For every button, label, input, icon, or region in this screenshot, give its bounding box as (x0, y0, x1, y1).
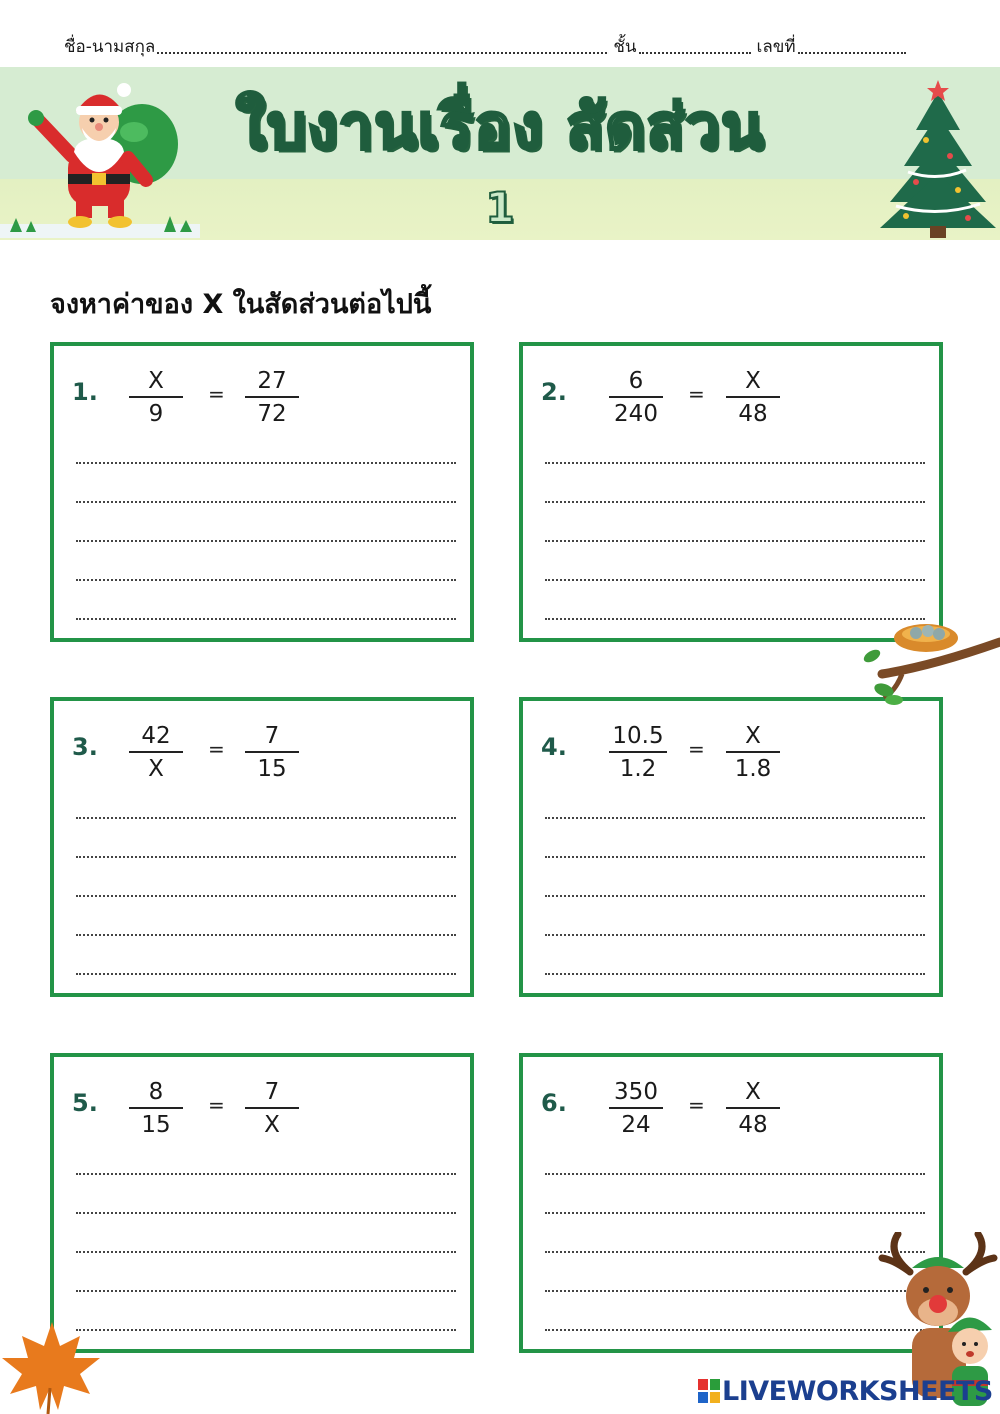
answer-line-3[interactable] (76, 1251, 456, 1253)
left-fraction (609, 721, 667, 783)
answer-line-1[interactable] (76, 462, 456, 464)
left-denominator: X (148, 756, 164, 782)
liveworksheets-logo-icon (698, 1379, 720, 1403)
answer-line-1[interactable] (545, 817, 925, 819)
left-numerator: 8 (129, 1077, 183, 1109)
answer-line-3[interactable] (545, 895, 925, 897)
equals-sign: = (208, 737, 225, 761)
right-denominator: X (264, 1112, 280, 1138)
name-label: ชื่อ-นามสกุล (64, 37, 156, 57)
right-fraction (726, 721, 780, 783)
answer-line-3[interactable] (76, 540, 456, 542)
maple-leaf-icon (0, 1318, 104, 1414)
problem-number: 4. (541, 733, 567, 761)
left-denominator: 24 (621, 1112, 651, 1138)
instruction-text: จงหาค่าของ X ในสัดส่วนต่อไปนี้ (50, 289, 432, 320)
number-field[interactable] (798, 48, 906, 54)
left-fraction (129, 366, 183, 428)
christmas-tree-icon (876, 78, 1000, 240)
right-fraction (726, 1077, 780, 1139)
left-fraction (129, 721, 183, 783)
right-numerator: X (726, 1077, 780, 1109)
problem-number: 6. (541, 1089, 567, 1117)
equals-sign: = (688, 1093, 705, 1117)
student-info-line (64, 30, 944, 60)
right-fraction (245, 366, 299, 428)
left-denominator: 240 (614, 401, 658, 427)
answer-line-3[interactable] (76, 895, 456, 897)
right-numerator: 27 (245, 366, 299, 398)
left-numerator: 350 (609, 1077, 663, 1109)
number-label: เลขที่ (756, 37, 796, 57)
equals-sign: = (688, 382, 705, 406)
answer-line-2[interactable] (76, 1212, 456, 1214)
answer-line-5[interactable] (76, 1329, 456, 1331)
liveworksheets-watermark (698, 1376, 993, 1407)
left-numerator: 10.5 (609, 721, 667, 753)
bird-nest-icon (862, 616, 1000, 706)
left-fraction (129, 1077, 183, 1139)
left-numerator: X (129, 366, 183, 398)
left-denominator: 15 (141, 1112, 171, 1138)
equals-sign: = (688, 737, 705, 761)
answer-line-1[interactable] (545, 462, 925, 464)
problem-box-5 (50, 1053, 474, 1353)
class-label: ชั้น (613, 37, 637, 57)
problem-box-2 (519, 342, 943, 642)
right-denominator: 15 (257, 756, 287, 782)
answer-line-4[interactable] (76, 1290, 456, 1292)
right-denominator: 1.8 (734, 756, 772, 782)
right-numerator: X (726, 721, 780, 753)
problem-number: 1. (72, 378, 98, 406)
equals-sign: = (208, 382, 225, 406)
problem-number: 3. (72, 733, 98, 761)
left-denominator: 1.2 (619, 756, 657, 782)
class-field[interactable] (639, 48, 751, 54)
answer-line-4[interactable] (76, 934, 456, 936)
problem-box-4 (519, 697, 943, 997)
answer-line-2[interactable] (76, 856, 456, 858)
answer-line-4[interactable] (545, 579, 925, 581)
right-numerator: 7 (245, 721, 299, 753)
answer-line-4[interactable] (76, 579, 456, 581)
answer-line-5[interactable] (545, 973, 925, 975)
worksheet-title: ใบงานเรื่อง สัดส่วน (235, 90, 765, 163)
answer-line-2[interactable] (545, 856, 925, 858)
answer-line-2[interactable] (76, 501, 456, 503)
answer-line-1[interactable] (545, 1173, 925, 1175)
right-fraction (245, 1077, 299, 1139)
right-numerator: X (726, 366, 780, 398)
answer-line-1[interactable] (76, 817, 456, 819)
answer-line-1[interactable] (76, 1173, 456, 1175)
right-numerator: 7 (245, 1077, 299, 1109)
answer-line-2[interactable] (545, 501, 925, 503)
left-fraction (609, 1077, 663, 1139)
left-numerator: 42 (129, 721, 183, 753)
answer-line-3[interactable] (545, 540, 925, 542)
left-numerator: 6 (609, 366, 663, 398)
watermark-text: LIVEWORKSHEETS (722, 1376, 993, 1407)
right-denominator: 72 (257, 401, 287, 427)
left-denominator: 9 (148, 401, 164, 427)
right-fraction (726, 366, 780, 428)
name-field[interactable] (157, 48, 607, 54)
answer-line-5[interactable] (545, 1329, 925, 1331)
right-fraction (245, 721, 299, 783)
answer-line-4[interactable] (545, 934, 925, 936)
right-denominator: 48 (738, 1112, 768, 1138)
worksheet-number: 1 (485, 183, 515, 232)
answer-line-4[interactable] (545, 1290, 925, 1292)
problem-number: 2. (541, 378, 567, 406)
equals-sign: = (208, 1093, 225, 1117)
answer-line-5[interactable] (76, 618, 456, 620)
problem-number: 5. (72, 1089, 98, 1117)
problem-box-1 (50, 342, 474, 642)
problem-box-3 (50, 697, 474, 997)
answer-line-5[interactable] (76, 973, 456, 975)
right-denominator: 48 (738, 401, 768, 427)
small-trees-left-icon (0, 210, 200, 236)
left-fraction (609, 366, 663, 428)
answer-line-2[interactable] (545, 1212, 925, 1214)
answer-line-3[interactable] (545, 1251, 925, 1253)
